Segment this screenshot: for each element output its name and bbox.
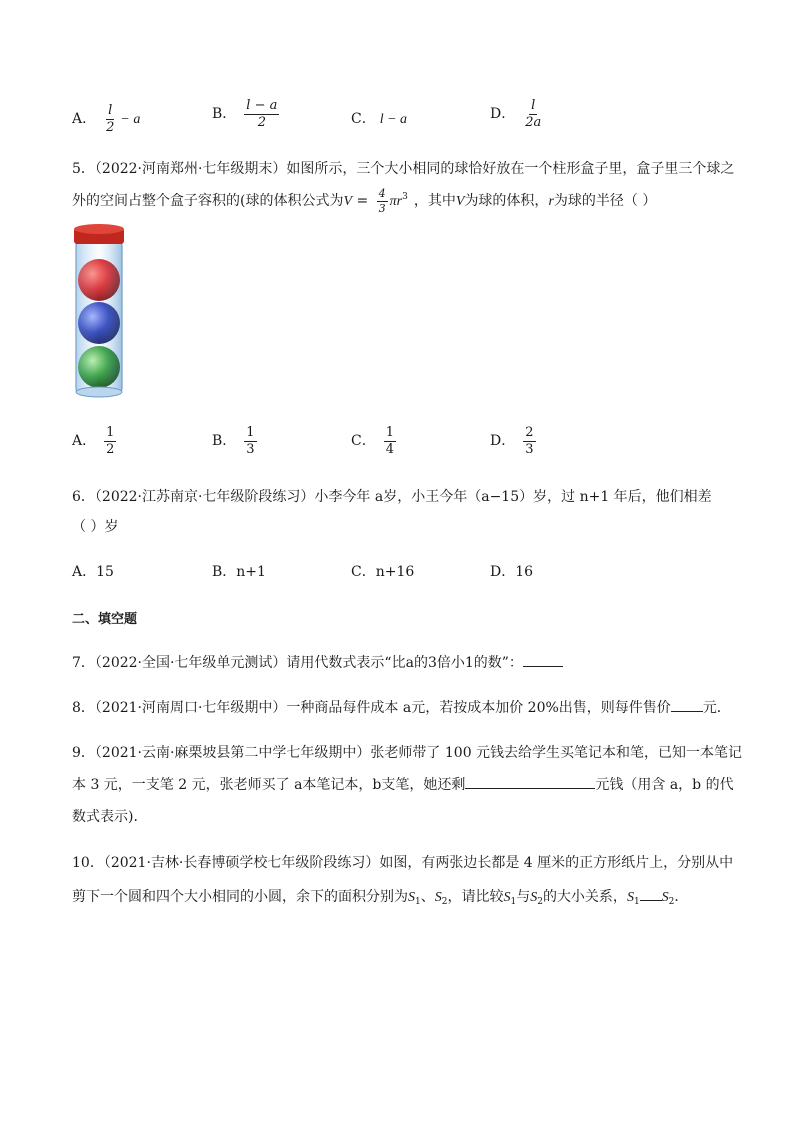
volume-fraction: $\frac{4}{3}$	[378, 187, 386, 215]
cylinder-glass-overlay	[76, 240, 122, 394]
fraction: $\frac{2}{3}$	[525, 425, 534, 457]
q6-option-c[interactable]: C．n+16	[351, 564, 415, 580]
fraction: $\frac{1}{3}$	[246, 425, 255, 457]
q6-option-b[interactable]: B．n+1	[212, 564, 266, 580]
q5-option-a[interactable]	[72, 426, 116, 456]
fraction: $\frac{l}{2}$	[106, 103, 115, 135]
option-letter: D．	[490, 106, 516, 123]
q6-line-2: （ ）岁	[72, 519, 119, 535]
q4-option-d[interactable]	[490, 99, 543, 129]
q5-line-2: 外的空间占整个盒子容积的(球的体积公式为V = $\frac{4}{3}$ $\pi r^3$ ，其中V为球的体积，r为球的半径（ ）	[72, 187, 657, 215]
q8-answer-blank[interactable]	[671, 697, 703, 712]
q5-option-b[interactable]	[212, 426, 257, 456]
q5-option-d[interactable]	[490, 426, 536, 456]
q9-line-1: 9．（2021·云南·麻栗坡县第二中学七年级期中）张老师带了 100 元钱去给学生买笔记本和笔，已知一本笔记	[72, 745, 743, 761]
option-letter: C．	[351, 433, 376, 450]
q10-line-2: 剪下一个圆和四个大小相同的小圆，余下的面积分别为$S_1$、$S_2$，请比较$S_1$与$S_2$的大小关系，$S_1$ $S_2$．	[72, 886, 688, 907]
q5-option-c[interactable]	[351, 426, 396, 456]
section-title: 二、填空题	[72, 612, 138, 627]
q4-option-a[interactable]: A． $\frac{l}{2}$ − a	[72, 103, 141, 135]
q8-line: 8．（2021·河南周口·七年级期中）一种商品每件成本 a元，若按成本加价 20%出售，则每件售价 元．	[72, 697, 731, 717]
option-letter: A．	[72, 111, 97, 128]
q9-line-3: 数式表示)．	[72, 809, 148, 825]
ball-cylinder-figure	[70, 222, 130, 400]
option-letter: A．	[72, 433, 97, 450]
option-letter: B．	[212, 433, 237, 450]
option-letter: D．	[490, 433, 516, 450]
q4-option-b[interactable]	[212, 99, 279, 129]
q10-line-1: 10．（2021·吉林·长春博硕学校七年级阶段练习）如图，有两张边长都是 4 厘米的正方形纸片上，分别从中	[72, 855, 734, 871]
q10-answer-blank[interactable]	[640, 886, 662, 901]
q6-option-d[interactable]: D．16	[490, 564, 534, 580]
q9-line-2: 本 3 元，一支笔 2 元，张老师买了 a本笔记本，b支笔，她还剩 元钱（用含 a，b 的代	[72, 774, 734, 794]
cylinder-bottom	[76, 387, 122, 397]
q9-answer-blank[interactable]	[465, 774, 595, 789]
q7-answer-blank[interactable]	[523, 652, 563, 667]
cylinder-lid-top	[74, 224, 124, 234]
q5-line-1: 5．（2022·河南郑州·七年级期末）如图所示，三个大小相同的球恰好放在一个柱形盒子里，盒子里三个球之	[72, 161, 735, 177]
option-letter: B．	[212, 106, 237, 123]
option-letter: C．	[351, 111, 376, 127]
q6-line-1: 6．（2022·江苏南京·七年级阶段练习）小李今年 a岁，小王今年（a−15）岁，过 n+1 年后，他们相差	[72, 489, 712, 505]
fraction: $\frac{l - a}{2}$	[246, 98, 278, 130]
q7-line: 7．（2022·全国·七年级单元测试）请用代数式表示“比a的3倍小1的数”：	[72, 652, 563, 672]
fraction: $\frac{1}{4}$	[385, 425, 394, 457]
q6-option-a[interactable]: A．15	[72, 564, 114, 580]
fraction: $\frac{1}{2}$	[106, 425, 115, 457]
q4-option-c[interactable]: C． l − a	[351, 108, 407, 128]
fraction: $\frac{l}{2a}$	[525, 98, 542, 130]
